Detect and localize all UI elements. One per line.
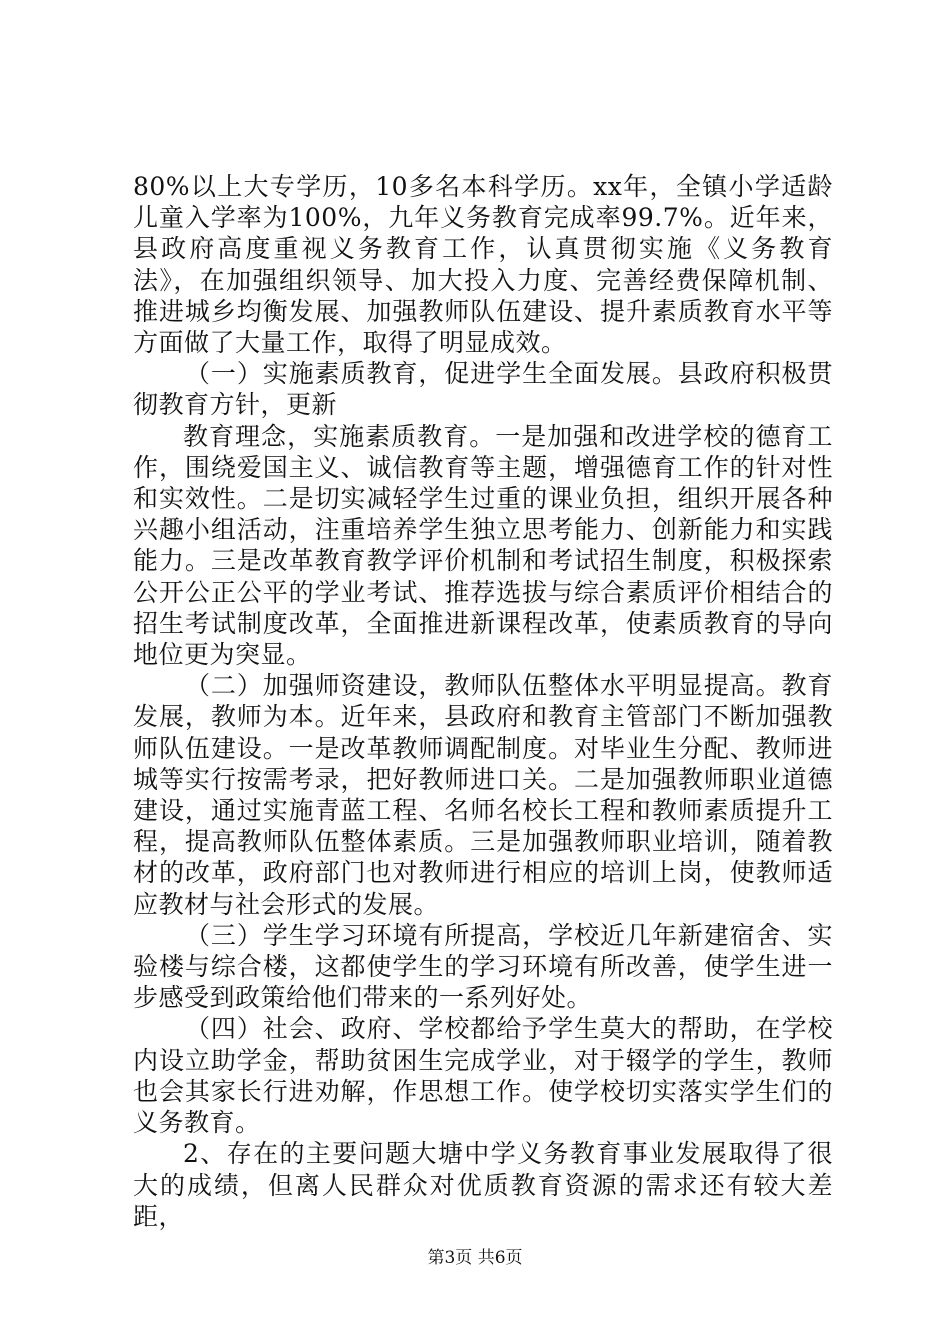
paragraph-intro: 80%以上大专学历，10多名本科学历。xx年，全镇小学适龄儿童入学率为100%，九年义务教育完成率99.7%。近年来，县政府高度重视义务教育工作，认真贯彻实施《义务教育法》，在加强组织领导、加大投入力度、完善经费保障机制、推进城乡均衡发展、加强教师队伍建设、提升素质教育水平等方面做了大量工作，取得了明显成效。	[133, 172, 833, 358]
paragraph-problems: 2、存在的主要问题大塘中学义务教育事业发展取得了很大的成绩，但离人民群众对优质教育资源的需求还有较大差距，	[133, 1139, 833, 1231]
document-body	[133, 171, 833, 1232]
paragraph-section-2: （二）加强师资建设，教师队伍整体水平明显提高。教育发展，教师为本。近年来，县政府和教育主管部门不断加强教师队伍建设。一是改革教师调配制度。对毕业生分配、教师进城等实行按需考录，把好教师进口关。二是加强教师职业道德建设，通过实施青蓝工程、名师名校长工程和教师素质提升工程，提高教师队伍整体素质。三是加强教师职业培训，随着教材的改革，政府部门也对教师进行相应的培训上岗，使教师适应教材与社会形式的发展。	[133, 671, 833, 919]
paragraph-section-3: （三）学生学习环境有所提高，学校近几年新建宿舍、实验楼与综合楼，这都使学生的学习环境有所改善，使学生进一步感受到政策给他们带来的一系列好处。	[133, 920, 833, 1013]
paragraph-section-4: （四）社会、政府、学校都给予学生莫大的帮助，在学校内设立助学金，帮助贫困生完成学业，对于辍学的学生，教师也会其家长行进劝解，作思想工作。使学校切实落实学生们的义务教育。	[133, 1014, 833, 1138]
paragraph-section-1-body: 教育理念，实施素质教育。一是加强和改进学校的德育工作，围绕爱国主义、诚信教育等主题，增强德育工作的针对性和实效性。二是切实减轻学生过重的课业负担，组织开展各种兴趣小组活动，注重培养学生独立思考能力、创新能力和实践能力。三是改革教育教学评价机制和考试招生制度，积极探索公开公正公平的学业考试、推荐选拔与综合素质评价相结合的招生考试制度改革，全面推进新课程改革，使素质教育的导向地位更为突显。	[133, 421, 833, 670]
paragraph-section-1-heading: （一）实施素质教育，促进学生全面发展。县政府积极贯彻教育方针，更新	[133, 359, 833, 420]
page-number-footer: 第3页 共6页	[427, 1248, 523, 1268]
